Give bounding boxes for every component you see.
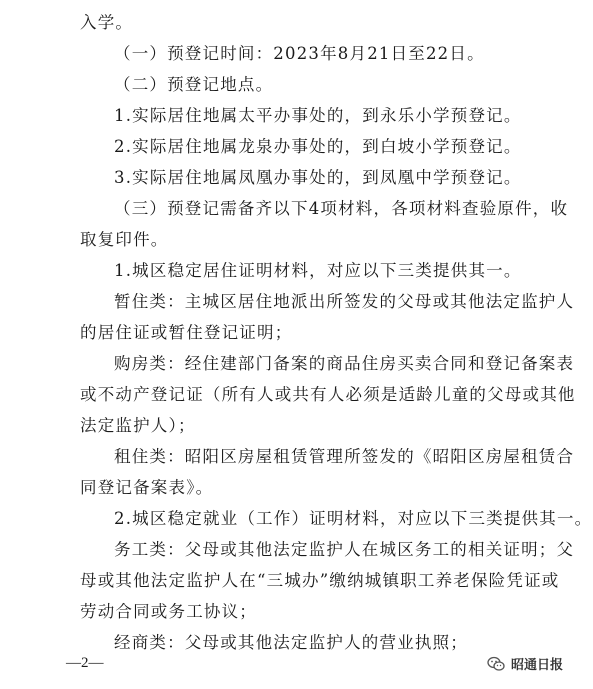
text-line-18: 务工类：父母或其他法定监护人在城区务工的相关证明；父	[114, 540, 575, 559]
text-line-1: 入学。	[80, 13, 134, 32]
text-line-13: 或不动产登记证（所有人或共有人必须是适龄儿童的父母或其他	[80, 385, 576, 404]
text-line-16: 同登记备案表》。	[80, 478, 214, 497]
text-line-6: 3.实际居住地属凤凰办事处的，到凤凰中学预登记。	[114, 168, 522, 187]
text-line-5: 2.实际居住地属龙泉办事处的，到白坡小学预登记。	[114, 137, 522, 156]
watermark-text: 昭通日报	[511, 658, 564, 673]
watermark-logo	[487, 654, 563, 673]
text-line-21: 经商类：父母或其他法定监护人的营业执照；	[114, 633, 468, 652]
text-line-2: （一）预登记时间：2023年8月21日至22日。	[114, 44, 485, 63]
text-line-4: 1.实际居住地属太平办事处的，到永乐小学预登记。	[114, 106, 522, 125]
text-line-15: 租住类：昭阳区房屋租赁管理所签发的《昭阳区房屋租赁合	[114, 447, 575, 466]
text-line-9: 1.城区稳定居住证明材料，对应以下三类提供其一。	[114, 261, 522, 280]
text-line-20: 劳动合同或务工协议；	[80, 602, 257, 621]
wechat-icon	[487, 656, 505, 672]
text-line-8: 取复印件。	[80, 230, 169, 249]
text-line-10: 暂住类：主城区居住地派出所签发的父母或其他法定监护人	[114, 292, 575, 311]
text-line-7: （三）预登记需备齐以下4项材料，各项材料查验原件，收	[114, 199, 569, 218]
text-line-19: 母或其他法定监护人在“三城办”缴纳城镇职工养老保险凭证或	[80, 571, 560, 590]
text-line-11: 的居住证或暂住登记证明；	[80, 323, 293, 342]
text-line-14: 法定监护人）；	[80, 416, 196, 435]
page-number: —2—	[66, 655, 104, 671]
text-line-17: 2.城区稳定就业（工作）证明材料，对应以下三类提供其一。	[114, 509, 593, 528]
text-line-3: （二）预登记地点。	[114, 75, 274, 94]
text-line-12: 购房类：经住建部门备案的商品住房买卖合同和登记备案表	[114, 354, 575, 373]
